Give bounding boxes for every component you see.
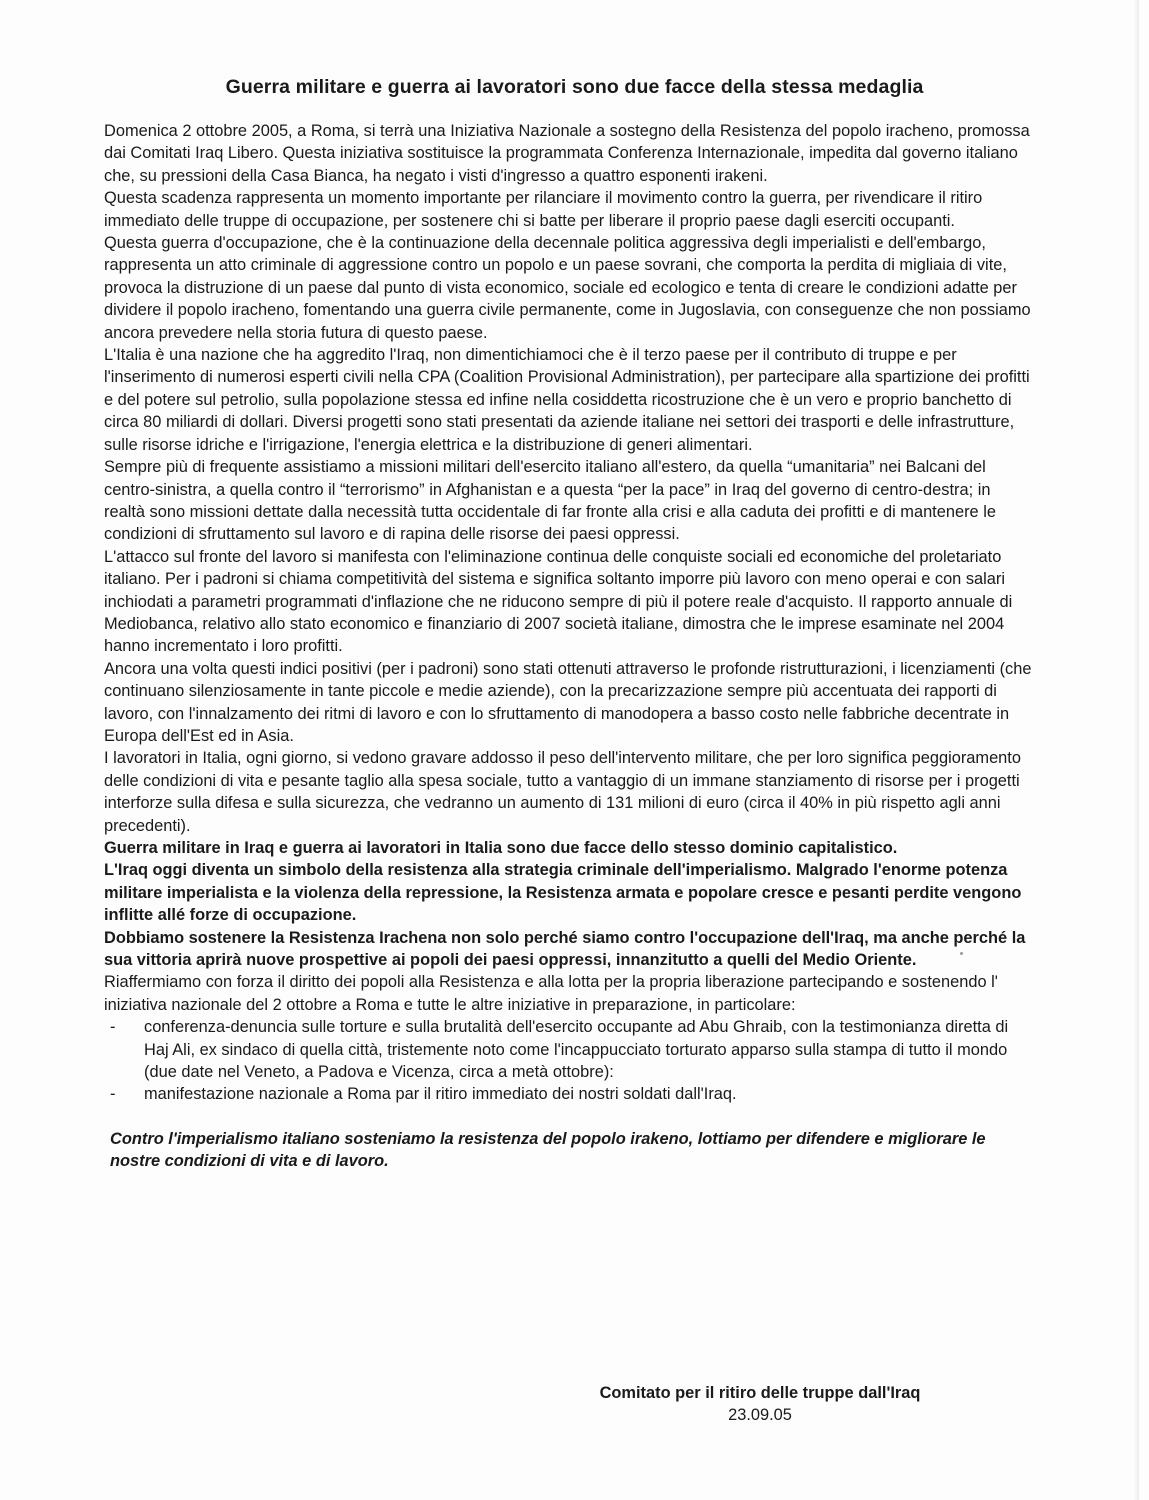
paragraph: Questa guerra d'occupazione, che è la continuazione della decennale politica aggressiva degli imperialisti e dell'embargo, rappresenta un atto criminale di aggressione contro un popolo e un paese sovrani, che comporta la perdita di migliaia di vite, provoca la distruzione di un paese dal punto di vista economico, sociale ed ecologico e tenta di creare le condizioni adatte per dividere il popolo iracheno, fomentando una guerra civile permanente, come in Jugoslavia, con conseguenze che non possiamo ancora prevedere nella storia futura di questo paese. [104,234,1031,342]
bold-paragraph: L'Iraq oggi diventa un simbolo della resistenza alla strategia criminale dell'imperialismo. Malgrado l'enorme potenza militare imperialista e la violenza della repressione, la Resistenza armata e popolare cresce e pesanti perdite vengono inflitte allé forze di occupazione. [104,861,1022,925]
signature-date: 23.09.05 [728,1406,792,1424]
paragraph: L'attacco sul fronte del lavoro si manifesta con l'eliminazione continua delle conquiste sociali ed economiche del proletariato italiano. Per i padroni si chiama competitività del sistema e significa soltanto imporre più lavoro con meno operai e con salari inchiodati a parametri programmati d'inflazione che ne riducono sempre di più il potere reale d'acquisto. Il rapporto annuale di Mediobanca, relativo allo stato economico e finanziario di 2007 società italiane, dimostra che le imprese esaminate nel 2004 hanno incrementato i loro profitti. [104,547,1013,656]
list-item-text: manifestazione nazionale a Roma par il ritiro immediato dei nostri soldati dall'Iraq. [144,1085,737,1104]
paragraph: Ancora una volta questi indici positivi (per i padroni) sono stati ottenuti attraverso le profonde ristrutturazioni, i licenziamenti (che continuano silenziosamente in tante piccole e medie aziende), con la precarizzazione sempre più accentuata dei rapporti di lavoro, con l'innalzamento dei ritmi di lavoro e con lo sfruttamento di manodopera a basso costo nelle fabbriche decentrate in Europa dell'Est ed in Asia. [104,659,1032,745]
paragraph: L'Italia è una nazione che ha aggredito l'Iraq, non dimentichiamoci che è il terzo paese per il contributo di truppe e per l'inserimento di numerosi esperti civili nella CPA (Coalition Provisional Administration), per partecipare alla spartizione dei profitti e del potere sul petrolio, sulla popolazione stessa ed infine nella cosiddetta ricostruzione che è un vero e proprio banchetto di circa 80 miliardi di dollari. Diversi progetti sono stati presentati da aziende italiane nei settori dei trasporti e delle infrastrutture, sulle risorse idriche e l'irrigazione, l'energia elettrica e la distribuzione di generi alimentari. [104,346,1030,454]
scan-speck [960,952,963,955]
bold-paragraph: Guerra militare in Iraq e guerra ai lavoratori in Italia sono due facce dello stesso dominio capitalistico. [104,839,898,857]
bold-paragraph: Dobbiamo sostenere la Resistenza Irachena non solo perché siamo contro l'occupazione dell'Iraq, ma anche perché la sua vittoria aprirà nuove prospettive ai popoli dei paesi oppressi, innanzitutto a quelli del Medio Oriente. [104,928,1026,970]
document-title: Guerra militare e guerra ai lavoratori sono due facce della stessa medaglia [225,76,924,98]
initiative-list [104,1016,1034,1106]
paragraph: Sempre più di frequente assistiamo a missioni militari dell'esercito italiano all'estero, da quella “umanitaria” nei Balcani del centro-sinistra, a quella contro il “terrorismo” in Afghanistan e a questa “per la pace” in Iraq del governo di centro-destra; in realtà sono missioni dettate dalla necessità tutta occidentale di far fronte alla crisi e alla caduta dei profitti e di mantenere le condizioni di sfruttamento sul lavoro e di rapina delle risorse dei paesi oppressi. [104,458,996,544]
closing-statement: Contro l'imperialismo italiano sosteniamo la resistenza del popolo irakeno, lottiamo per difendere e migliorare le nostre condizioni di vita e di lavoro. [110,1129,986,1171]
paragraph: I lavoratori in Italia, ogni giorno, si vedono gravare addosso il peso dell'intervento militare, che per loro significa peggioramento delle condizioni di vita e pesante taglio alla spesa sociale, tutto a vantaggio di un immane stanziamento di risorse per i progetti interforze sulla difesa e sulla sicurezza, che vedranno un aumento di 131 milioni di euro (circa il 40% in più rispetto agli anni precedenti). [104,749,1021,835]
paragraph: Domenica 2 ottobre 2005, a Roma, si terrà una Iniziativa Nazionale a sostegno della Resistenza del popolo iracheno, promossa dai Comitati Iraq Libero. Questa iniziativa sostituisce la programmata Conferenza Internazionale, impedita dal governo italiano che, su pressioni della Casa Bianca, ha negato i visti d'ingresso a quattro esponenti irakeni. [104,122,1030,185]
paragraph: Questa scadenza rappresenta un momento importante per rilanciare il movimento contro la guerra, per rivendicare il ritiro immediato delle truppe di occupazione, per sostenere chi si batte per liberare il proprio paese dagli eserciti occupanti. [104,189,983,230]
list-bullet: - [110,1085,116,1104]
list-item [104,1016,1034,1083]
list-item-text: conferenza-denuncia sulle torture e sulla brutalità dell'esercito occupante ad Abu Ghraib, con la testimonianza diretta di Haj Ali, ex sindaco di quella città, tristemente noto come l'incappucciato torturato apparso sulla stampa di tutto il mondo (due date nel Veneto, a Padova e Vicenza, circa a metà ottobre): [144,1018,1009,1082]
list-item [104,1083,1034,1105]
scan-edge-shadow [1133,0,1139,1500]
list-intro: Riaffermiamo con forza il diritto dei popoli alla Resistenza e alla lotta per la propria liberazione partecipando e sostenendo l' iniziativa nazionale del 2 ottobre a Roma e tutte le altre iniziative in preparazione, in particolare: [104,973,998,1014]
document-body [104,120,1034,1173]
signature-block [520,1382,1000,1426]
list-bullet: - [110,1018,116,1037]
signature-organization: Comitato per il ritiro delle truppe dall'Iraq [599,1384,921,1402]
